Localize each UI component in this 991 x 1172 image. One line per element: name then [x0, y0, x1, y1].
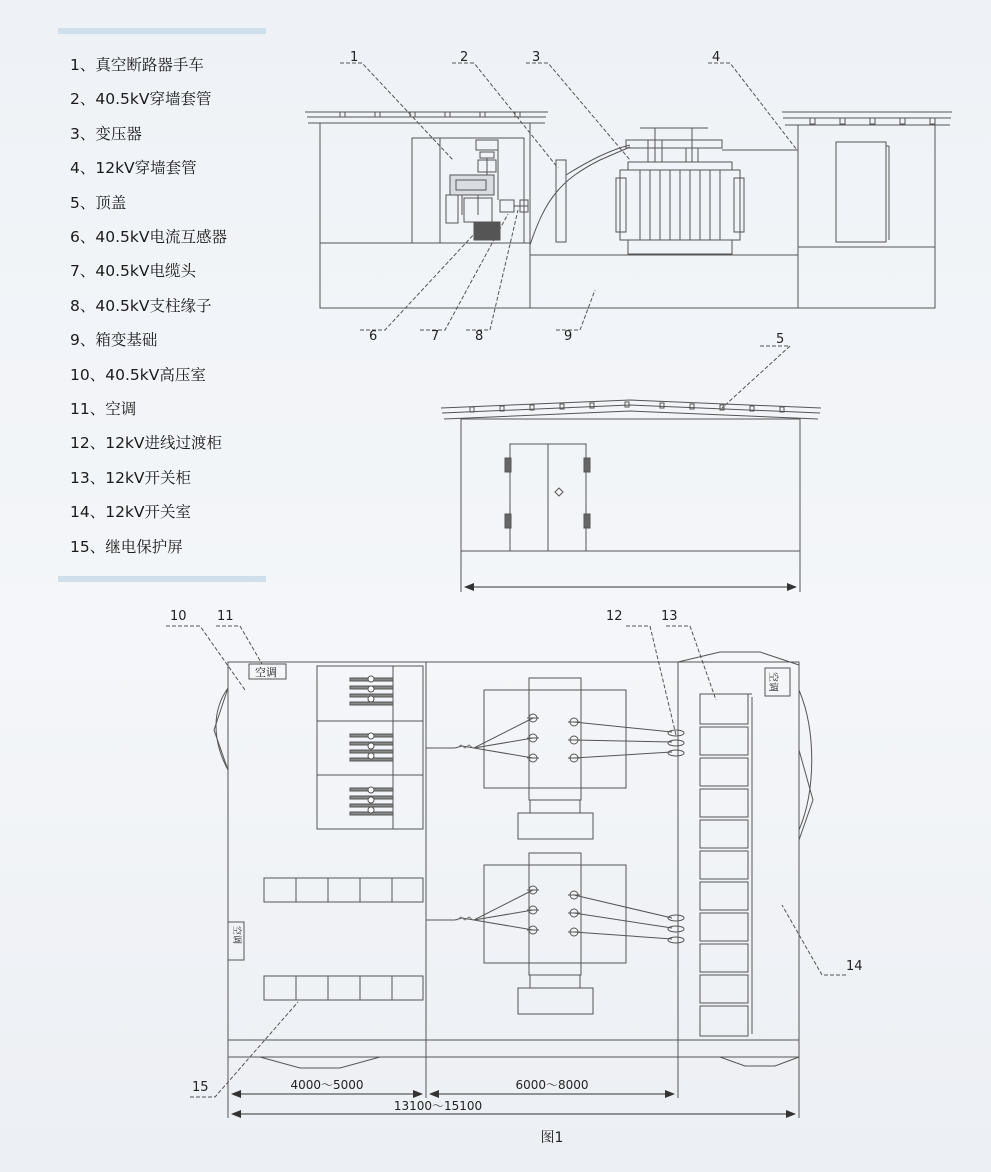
plan-outline — [228, 662, 799, 1057]
legend-item: 6、40.5kV电流互感器 — [70, 228, 227, 247]
dim-transformer-zone: 6000～8000 — [515, 1078, 589, 1092]
legend-item: 5、顶盖 — [70, 193, 127, 212]
ac-label-1: 空调 — [255, 666, 277, 679]
elevation-view — [305, 63, 952, 330]
callout-15: 15 — [192, 1080, 209, 1095]
legend-item: 14、12kV开关室 — [70, 503, 192, 522]
plan-transformer-2 — [484, 853, 626, 1014]
lv-switchgear-column — [700, 694, 752, 1036]
lv-room-wall — [798, 125, 935, 247]
legend-item: 9、箱变基础 — [70, 331, 158, 350]
legend-item: 15、继电保护屏 — [70, 537, 183, 556]
callout-5: 5 — [776, 332, 785, 347]
relay-screen-row-1 — [264, 878, 423, 902]
legend-item: 4、12kV穿墙套管 — [70, 159, 197, 178]
transformer — [616, 128, 744, 254]
hv-switchgear-column — [317, 666, 423, 829]
hv-cable — [530, 147, 630, 245]
callout-9: 9 — [564, 329, 573, 344]
plan-view — [166, 626, 846, 1118]
ac-label-2: 空调 — [231, 926, 241, 945]
side-wall — [461, 419, 800, 551]
legend-item: 8、40.5kV支柱缘子 — [70, 296, 212, 315]
breaker-truck — [446, 140, 528, 240]
callout-3: 3 — [532, 50, 541, 65]
figure-caption: 图1 — [540, 1130, 564, 1146]
roof-ribs — [470, 402, 784, 412]
legend-item: 12、12kV进线过渡柜 — [70, 434, 223, 453]
callout-13: 13 — [661, 609, 678, 624]
callout-7: 7 — [431, 329, 440, 344]
ac-label-3: 空调 — [767, 672, 778, 692]
legend-item: 2、40.5kV穿墙套管 — [70, 90, 212, 109]
callout-6: 6 — [369, 329, 378, 344]
wall-bushing-40kv — [556, 160, 566, 242]
lv-room-roof — [782, 112, 952, 125]
lv-room-base — [798, 247, 935, 308]
plan-transformer-1 — [484, 678, 626, 839]
callout-11: 11 — [217, 609, 234, 624]
callout-1: 1 — [350, 50, 359, 65]
callout-8: 8 — [475, 329, 484, 344]
callout-14: 14 — [846, 959, 863, 974]
hv-room-base — [320, 243, 530, 308]
side-view — [441, 346, 821, 592]
dim-hv-room: 4000～5000 — [290, 1078, 364, 1092]
dim-total: 13100～15100 — [393, 1099, 483, 1113]
legend-item: 7、40.5kV电缆头 — [70, 262, 196, 281]
callout-10: 10 — [170, 609, 187, 624]
callout-2: 2 — [460, 50, 469, 65]
lv-room-door — [836, 142, 886, 242]
legend-item: 10、40.5kV高压室 — [70, 365, 206, 384]
legend-item: 13、12kV开关柜 — [70, 468, 192, 487]
callout-4: 4 — [712, 50, 721, 65]
relay-screen-row-2 — [264, 976, 423, 1000]
legend-item: 11、空调 — [70, 400, 137, 419]
legend-item: 1、真空断路器手车 — [70, 56, 204, 74]
legend-item: 3、变压器 — [70, 124, 142, 143]
foundation — [530, 255, 798, 308]
callout-12: 12 — [606, 609, 623, 624]
hv-room-roof — [305, 112, 548, 123]
